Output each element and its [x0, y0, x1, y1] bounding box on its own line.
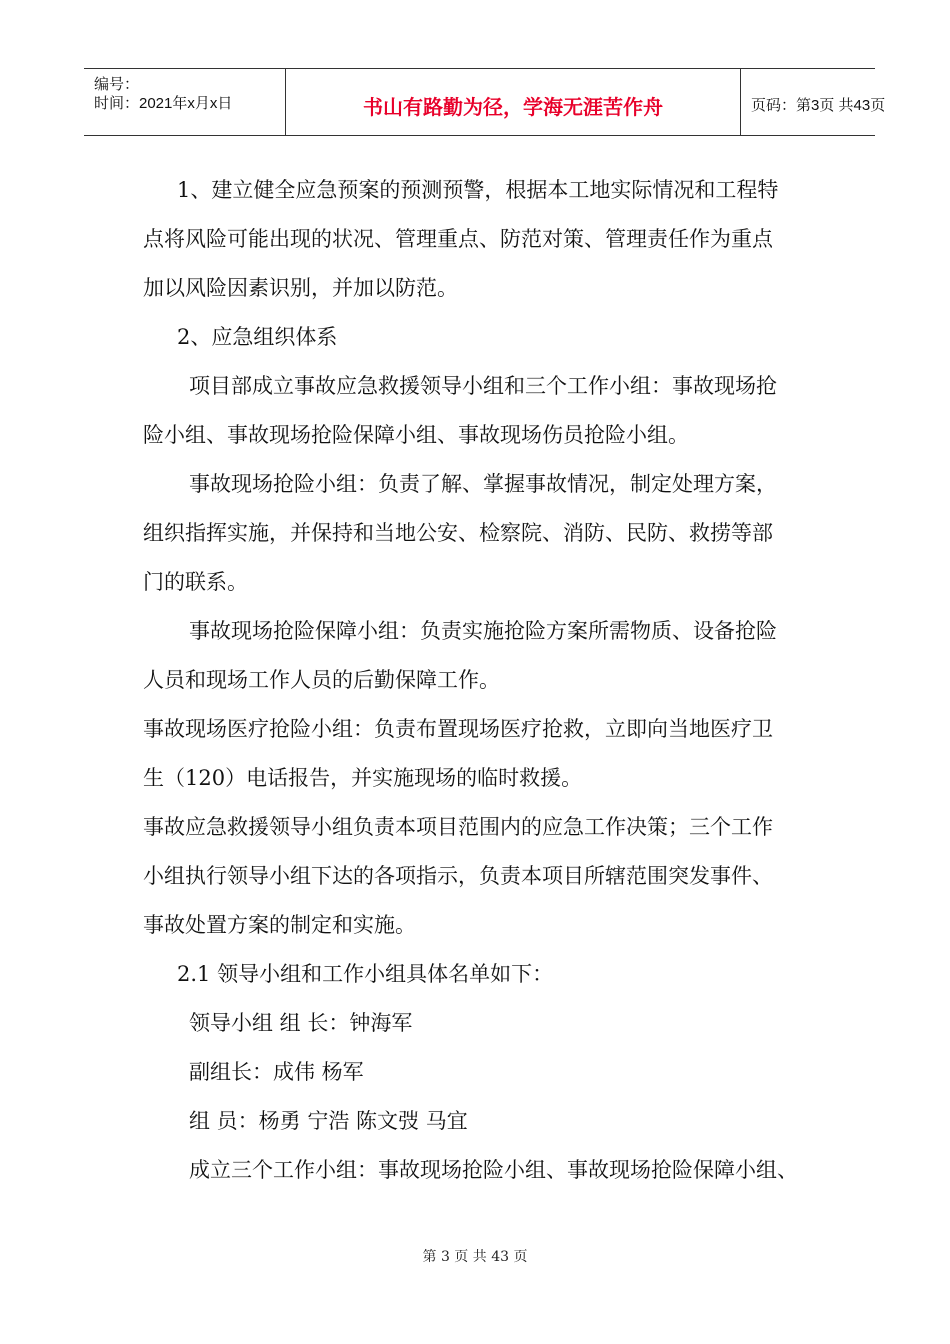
paragraph-5 [143, 607, 823, 705]
paragraph-line: 险小组、事故现场抢险保障小组、事故现场伤员抢险小组。 [143, 423, 689, 447]
document-number-label: 编号： [94, 76, 140, 93]
paragraph-line: 领导小组 组 长：钟海军 [189, 1011, 413, 1035]
header-middle-cell [285, 69, 741, 135]
page-header [84, 68, 886, 136]
leader-group-line [143, 999, 823, 1048]
deputy-leader-line [143, 1048, 823, 1097]
paragraph-line: 人员和现场工作人员的后勤保障工作。 [143, 668, 500, 692]
paragraph-line: 事故现场抢险小组：负责了解、掌握事故情况，制定处理方案， [189, 472, 777, 496]
header-motto: 书山有路勤为径，学海无涯苦作舟 [363, 95, 663, 119]
paragraph-line: 加以风险因素识别，并加以防范。 [143, 276, 458, 300]
subsection-heading: 2.1 领导小组和工作小组具体名单如下： [177, 962, 554, 986]
paragraph-line: 门的联系。 [143, 570, 248, 594]
header-left-cell [84, 69, 285, 135]
header-page-number: 页码：第3页 共43页 [751, 97, 886, 114]
paragraph-line: 生（120）电话报告，并实施现场的临时救援。 [143, 766, 583, 790]
paragraph-6 [143, 705, 823, 803]
members-line [143, 1097, 823, 1146]
paragraph-line: 1、建立健全应急预案的预测预警，根据本工地实际情况和工程特 [177, 178, 779, 202]
paragraph-line: 成立三个工作小组：事故现场抢险小组、事故现场抢险保障小组、 [189, 1158, 798, 1182]
paragraph-2 [143, 313, 823, 362]
paragraph-line: 点将风险可能出现的状况、管理重点、防范对策、管理责任作为重点 [143, 227, 773, 251]
paragraph-line: 组 员：杨勇 宁浩 陈文弢 马宜 [189, 1109, 468, 1133]
work-groups-line [143, 1146, 823, 1195]
paragraph-line: 组织指挥实施，并保持和当地公安、检察院、消防、民防、救捞等部 [143, 521, 773, 545]
paragraph-1 [143, 166, 823, 313]
header-right-cell [741, 69, 886, 135]
paragraph-line: 事故应急救援领导小组负责本项目范围内的应急工作决策；三个工作 [143, 815, 773, 839]
paragraph-line: 小组执行领导小组下达的各项指示，负责本项目所辖范围突发事件、 [143, 864, 773, 888]
paragraph-line: 副组长：成伟 杨军 [189, 1060, 364, 1084]
page-footer: 第 3 页 共 43 页 [422, 1249, 528, 1265]
document-body [143, 166, 823, 1195]
paragraph-4 [143, 460, 823, 607]
paragraph-3 [143, 362, 823, 460]
section-heading: 2、应急组织体系 [177, 325, 338, 349]
paragraph-line: 事故处置方案的制定和实施。 [143, 913, 416, 937]
document-time-label: 时间：2021年x月x日 [94, 95, 233, 112]
paragraph-line: 事故现场抢险保障小组：负责实施抢险方案所需物质、设备抢险 [189, 619, 777, 643]
paragraph-8 [143, 950, 823, 999]
paragraph-line: 项目部成立事故应急救援领导小组和三个工作小组：事故现场抢 [189, 374, 777, 398]
paragraph-line: 事故现场医疗抢险小组：负责布置现场医疗抢救，立即向当地医疗卫 [143, 717, 773, 741]
paragraph-7 [143, 803, 823, 950]
